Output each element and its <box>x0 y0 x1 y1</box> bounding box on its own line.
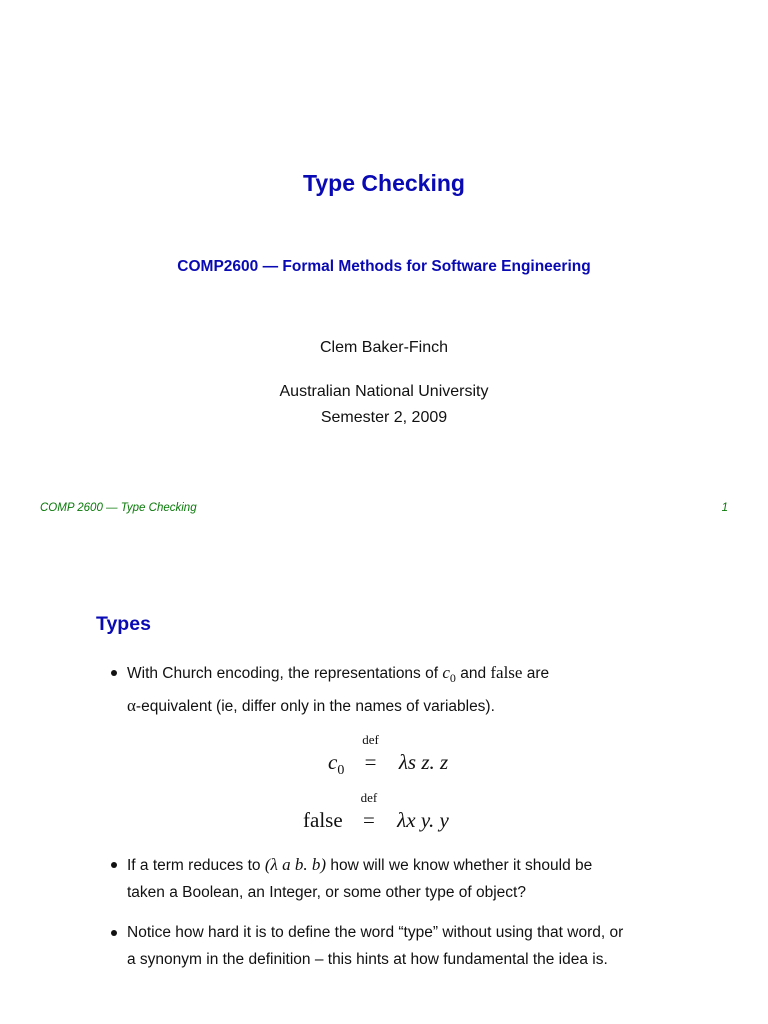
bullet-church-encoding <box>127 659 687 720</box>
slide-page-number: 1 <box>721 502 728 514</box>
math-c: c <box>442 663 450 682</box>
math-subscript: 0 <box>449 671 456 686</box>
eq-rhs: λs z. z <box>398 750 449 774</box>
semester-text: Semester 2, 2009 <box>320 409 448 426</box>
bullet-dot <box>111 670 117 676</box>
equation-false <box>303 790 449 833</box>
bullet-term-reduces <box>127 851 687 906</box>
bullet-text-part: a synonym in the definition – this hints at how fundamental the idea is. <box>127 951 608 968</box>
bullet-text-part: how will we know whether it should be <box>326 857 593 874</box>
bullet-text-part: and <box>455 665 491 682</box>
slide-footer-title: COMP 2600 — Type Checking <box>40 502 197 514</box>
math-alpha: α <box>127 696 136 716</box>
bullet-dot <box>111 930 117 936</box>
page-title: Type Checking <box>303 170 465 196</box>
math-false: false <box>490 663 523 682</box>
def-equals-symbol <box>356 732 386 775</box>
eq-lhs-false: false <box>303 808 343 832</box>
course-subtitle: COMP2600 — Formal Methods for Software Engineering <box>177 258 591 275</box>
bullet-define-type <box>127 919 687 973</box>
def-label: def <box>362 732 379 747</box>
equals-sign: = <box>362 808 375 832</box>
bullet-text-part: are <box>522 665 550 682</box>
section-heading: Types <box>96 613 151 635</box>
bullet-text-part: Notice how hard it is to define the word “type” without using that word, or <box>127 924 624 941</box>
author-name: Clem Baker-Finch <box>319 339 449 356</box>
university-name: Australian National University <box>279 383 489 400</box>
bullet-text-part: taken a Boolean, an Integer, or some other type of object? <box>127 884 526 901</box>
eq-lhs-c: c <box>328 750 338 774</box>
def-equals-symbol <box>354 790 384 833</box>
bullet-text-part: If a term reduces to <box>127 857 265 874</box>
equals-sign: = <box>364 750 377 774</box>
bullet-text-part: With Church encoding, the representations of <box>127 665 443 682</box>
bullet-dot <box>111 862 117 868</box>
math-term: (λ a b. b) <box>264 855 327 874</box>
equation-c0 <box>328 732 449 779</box>
def-label: def <box>360 790 378 805</box>
eq-lhs-sub: 0 <box>337 763 345 779</box>
bullet-text-part: -equivalent (ie, differ only in the names of variables). <box>135 698 495 716</box>
eq-rhs: λx y. y <box>397 808 449 832</box>
